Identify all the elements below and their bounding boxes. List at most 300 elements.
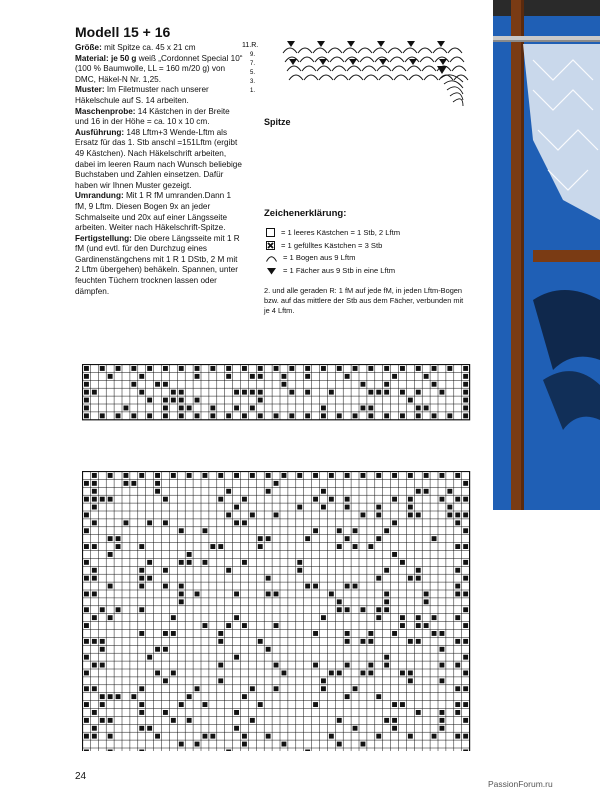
filled-cell (139, 473, 144, 478)
spitze-title: Spitze (264, 117, 291, 127)
arch-icon (266, 254, 277, 262)
filled-cell (432, 615, 437, 620)
filled-cell (416, 489, 421, 494)
filled-cell (242, 560, 247, 565)
filled-cell (440, 631, 445, 636)
filled-cell (408, 513, 413, 518)
filled-cell (282, 382, 287, 387)
filled-cell (179, 560, 184, 565)
filled-cell (116, 366, 121, 371)
arch-mark (364, 75, 378, 80)
filled-cell (463, 481, 468, 486)
filled-cell (463, 639, 468, 644)
filled-cell (455, 473, 460, 478)
legend-item-empty: = 1 leeres Kästchen = 1 Stb, 2 Lftm (266, 228, 400, 237)
filled-cell (124, 406, 129, 411)
filled-cell (376, 615, 381, 620)
fan-mark (437, 66, 447, 74)
filled-cell (139, 607, 144, 612)
filled-cell (305, 536, 310, 541)
filled-cell (242, 520, 247, 525)
filled-cell (463, 390, 468, 395)
filled-cell (337, 671, 342, 676)
arch-mark (453, 99, 463, 106)
filled-cell (92, 505, 97, 510)
filled-cell (408, 576, 413, 581)
filled-cell (108, 750, 113, 752)
filled-cell (400, 702, 405, 707)
row-label: 7. (250, 61, 256, 67)
filled-cell (108, 473, 113, 478)
arch-mark (422, 66, 436, 71)
filled-cell (92, 520, 97, 525)
filled-cell (218, 473, 223, 478)
filled-cell (321, 678, 326, 683)
filled-cell (163, 520, 168, 525)
filled-cell (392, 552, 397, 557)
filled-cell (463, 750, 468, 752)
filled-cell (424, 599, 429, 604)
filled-cell (139, 390, 144, 395)
filled-cell (108, 374, 113, 379)
filled-cell (258, 544, 263, 549)
arch-mark (287, 66, 301, 71)
filled-cell (440, 663, 445, 668)
filled-cell (195, 374, 200, 379)
filled-cell (463, 528, 468, 533)
arch-mark (407, 66, 421, 71)
filled-cell (384, 413, 389, 418)
filled-cell (242, 366, 247, 371)
filled-cell (392, 726, 397, 731)
filet-chart-small (82, 364, 472, 424)
filled-cell (179, 599, 184, 604)
filled-cell (171, 398, 176, 403)
filled-cell (313, 702, 318, 707)
arch-mark (360, 57, 374, 62)
filled-cell (116, 607, 121, 612)
filled-cell (376, 505, 381, 510)
filled-cell (108, 615, 113, 620)
filled-cell (376, 536, 381, 541)
filled-cell (250, 686, 255, 691)
filled-cell (92, 473, 97, 478)
filled-cell (108, 536, 113, 541)
filled-cell (384, 390, 389, 395)
fan-triangle-icon (266, 267, 277, 275)
row-label: 3. (250, 79, 256, 85)
filled-cell (305, 390, 310, 395)
filled-cell (171, 390, 176, 395)
row-label: 1. (250, 88, 256, 94)
filled-cell (139, 544, 144, 549)
filled-cell (108, 552, 113, 557)
arch-mark (332, 66, 346, 71)
filled-cell (305, 584, 310, 589)
fan-mark (409, 59, 417, 65)
filled-cell (313, 631, 318, 636)
legend-item-fan: = 1 Fächer aus 9 Stb in eine Lftm (266, 266, 395, 275)
filled-cell (210, 366, 215, 371)
filled-cell (116, 544, 121, 549)
filled-cell (345, 497, 350, 502)
filled-cell (203, 473, 208, 478)
filled-cell (92, 390, 97, 395)
row-label: 11.R. (242, 42, 259, 49)
filled-cell (116, 413, 121, 418)
filled-cell (455, 513, 460, 518)
filled-cell (84, 639, 89, 644)
filled-cell (84, 750, 89, 752)
filled-cell (455, 520, 460, 525)
filled-cell (163, 631, 168, 636)
instruction-finishing: Fertigstellung: Die obere Längsseite mit 1 R fM (und evtl. für den Durchzug eines Gardinenstängchens mit 1 R 1 DStb, 2 M mit 2 Lftm übergehen) behäkeln. Spannen, unter feuchten Tüchern trocknen lassen oder dämpfen. (75, 233, 240, 296)
filled-cell (305, 374, 310, 379)
arch-mark (300, 57, 314, 62)
filled-cell (337, 528, 342, 533)
filled-cell (455, 592, 460, 597)
filled-cell (108, 497, 113, 502)
filled-cell (147, 398, 152, 403)
filled-cell (345, 694, 350, 699)
filled-cell (258, 398, 263, 403)
filled-cell (179, 366, 184, 371)
arch-mark (373, 48, 387, 53)
filled-cell (195, 592, 200, 597)
filled-cell (179, 398, 184, 403)
filled-cell (447, 489, 452, 494)
filled-cell (163, 710, 168, 715)
filled-cell (147, 413, 152, 418)
arch-mark (403, 48, 417, 53)
filet-chart-main (82, 471, 472, 751)
filled-cell (424, 406, 429, 411)
filled-cell (155, 734, 160, 739)
filled-cell (84, 576, 89, 581)
filled-cell (337, 718, 342, 723)
instruction-pattern: Muster: Im Filetmuster nach unserer Häkelschule auf S. 14 arbeiten. (75, 85, 209, 105)
filled-cell (234, 473, 239, 478)
spitze-chart (241, 38, 471, 108)
instruction-material: Material: je 50 g weiß „Cordonnet Special 10“ (100 % Baumwolle, LL = 160 m/20 g) von DMC, Häkel-N Nr. 1,25. (75, 53, 243, 84)
filled-cell (108, 584, 113, 589)
filled-cell (92, 568, 97, 573)
fan-mark (439, 59, 447, 65)
arch-mark (409, 75, 423, 80)
filled-cell (463, 718, 468, 723)
filled-cell (424, 473, 429, 478)
filled-cell (361, 473, 366, 478)
filled-cell (455, 686, 460, 691)
filled-cell (179, 406, 184, 411)
filled-cell (139, 631, 144, 636)
instruction-size: Größe: mit Spitze ca. 45 x 21 cm (75, 43, 196, 52)
filled-cell (416, 513, 421, 518)
filled-cell (463, 686, 468, 691)
filled-cell (384, 366, 389, 371)
filled-cell (155, 647, 160, 652)
filled-cell (84, 497, 89, 502)
filled-cell (361, 513, 366, 518)
filled-cell (234, 505, 239, 510)
filled-cell (218, 639, 223, 644)
filled-cell (416, 615, 421, 620)
filled-cell (242, 694, 247, 699)
arch-mark (377, 66, 391, 71)
filled-cell (266, 592, 271, 597)
filled-cell (274, 623, 279, 628)
filled-cell (84, 718, 89, 723)
arch-mark (454, 75, 468, 80)
filled-cell (84, 413, 89, 418)
filled-cell (432, 631, 437, 636)
filled-cell (258, 536, 263, 541)
filled-cell (463, 623, 468, 628)
filled-cell (313, 663, 318, 668)
filled-cell (203, 528, 208, 533)
filled-cell (195, 413, 200, 418)
filled-cell (258, 413, 263, 418)
filled-cell (463, 576, 468, 581)
filled-cell (242, 734, 247, 739)
filled-cell (392, 520, 397, 525)
filled-cell (432, 413, 437, 418)
filled-cell (368, 544, 373, 549)
filled-cell (179, 413, 184, 418)
filled-cell (163, 398, 168, 403)
filled-cell (337, 413, 342, 418)
filled-cell (242, 390, 247, 395)
filled-cell (424, 592, 429, 597)
filled-cell (266, 576, 271, 581)
filled-cell (250, 390, 255, 395)
filled-cell (376, 694, 381, 699)
filled-cell (282, 473, 287, 478)
filled-cell (100, 413, 105, 418)
filled-cell (384, 663, 389, 668)
filled-cell (329, 473, 334, 478)
filled-cell (447, 366, 452, 371)
filled-cell (100, 647, 105, 652)
filled-cell (258, 374, 263, 379)
filled-cell (455, 568, 460, 573)
filled-cell (361, 607, 366, 612)
filled-cell (392, 374, 397, 379)
filled-square-icon (266, 241, 275, 250)
filled-cell (384, 568, 389, 573)
filled-cell (258, 702, 263, 707)
arch-mark (289, 75, 303, 80)
filled-cell (84, 655, 89, 660)
filled-cell (84, 382, 89, 387)
filled-cell (84, 686, 89, 691)
filled-cell (139, 750, 144, 752)
filled-cell (345, 663, 350, 668)
filled-cell (139, 710, 144, 715)
filled-cell (155, 671, 160, 676)
arch-mark (388, 48, 402, 53)
filled-cell (203, 560, 208, 565)
filled-cell (463, 560, 468, 565)
filled-cell (218, 631, 223, 636)
filled-cell (171, 671, 176, 676)
filled-cell (92, 592, 97, 597)
filled-cell (361, 742, 366, 747)
filled-cell (368, 390, 373, 395)
fan-mark (319, 59, 327, 65)
filled-cell (84, 481, 89, 486)
filled-cell (368, 631, 373, 636)
filled-cell (463, 734, 468, 739)
filled-cell (392, 497, 397, 502)
filled-cell (92, 663, 97, 668)
filled-cell (337, 544, 342, 549)
filled-cell (163, 678, 168, 683)
filled-cell (463, 374, 468, 379)
filled-cell (179, 528, 184, 533)
filled-cell (384, 592, 389, 597)
filled-cell (155, 489, 160, 494)
filled-cell (297, 505, 302, 510)
filled-cell (408, 639, 413, 644)
fan-mark (289, 59, 297, 65)
filled-cell (440, 718, 445, 723)
filled-cell (226, 366, 231, 371)
row-label: 9. (250, 52, 256, 58)
filled-cell (234, 390, 239, 395)
filled-cell (463, 382, 468, 387)
filled-cell (92, 734, 97, 739)
filled-cell (203, 702, 208, 707)
filled-cell (463, 607, 468, 612)
filled-cell (131, 694, 136, 699)
filled-cell (353, 726, 358, 731)
filled-cell (455, 639, 460, 644)
filled-cell (408, 473, 413, 478)
arch-mark (349, 75, 363, 80)
filled-cell (368, 366, 373, 371)
filled-cell (226, 513, 231, 518)
filled-cell (392, 473, 397, 478)
filled-cell (447, 513, 452, 518)
filled-cell (84, 374, 89, 379)
filled-cell (455, 497, 460, 502)
filled-cell (163, 584, 168, 589)
filled-cell (100, 694, 105, 699)
arch-mark (379, 75, 393, 80)
filled-cell (84, 592, 89, 597)
filled-cell (84, 702, 89, 707)
filled-cell (416, 406, 421, 411)
filled-cell (84, 623, 89, 628)
row-label: 5. (250, 70, 256, 76)
filled-cell (266, 647, 271, 652)
filled-cell (226, 568, 231, 573)
filled-cell (179, 742, 184, 747)
instruction-border: Umrandung: Mit 1 R fM umranden.Dann 1 fM, 9 Lftm. Diesen Bogen 9x an jeder Schmalseite und 20x auf einer Längsseite arbeiten. Weiter nach Häkelschrift-Spitze. (75, 191, 232, 233)
filled-cell (400, 560, 405, 565)
filled-cell (416, 576, 421, 581)
filled-cell (368, 406, 373, 411)
filled-cell (131, 382, 136, 387)
filled-cell (226, 750, 231, 752)
filled-cell (384, 718, 389, 723)
filled-cell (187, 560, 192, 565)
filled-cell (432, 382, 437, 387)
filled-cell (400, 366, 405, 371)
filled-cell (203, 734, 208, 739)
filled-cell (163, 413, 168, 418)
filled-cell (187, 694, 192, 699)
filled-cell (147, 520, 152, 525)
filled-cell (139, 702, 144, 707)
arch-mark (283, 48, 297, 53)
filled-cell (384, 382, 389, 387)
filled-cell (116, 536, 121, 541)
filled-cell (242, 742, 247, 747)
filled-cell (171, 631, 176, 636)
filled-cell (155, 481, 160, 486)
filled-cell (210, 734, 215, 739)
filled-cell (345, 631, 350, 636)
filled-cell (353, 413, 358, 418)
fan-mark (287, 41, 295, 47)
filled-cell (321, 615, 326, 620)
filled-cell (108, 694, 113, 699)
filled-cell (139, 686, 144, 691)
filled-cell (234, 710, 239, 715)
filled-cell (361, 406, 366, 411)
filled-cell (139, 726, 144, 731)
arch-mark (390, 57, 404, 62)
filled-cell (376, 473, 381, 478)
filled-cell (321, 686, 326, 691)
filled-cell (321, 406, 326, 411)
filled-cell (353, 366, 358, 371)
filled-cell (400, 623, 405, 628)
filled-cell (242, 497, 247, 502)
filled-cell (250, 374, 255, 379)
filled-cell (455, 702, 460, 707)
filled-cell (463, 497, 468, 502)
filled-cell (131, 366, 136, 371)
filled-cell (195, 366, 200, 371)
filled-cell (100, 702, 105, 707)
instructions-text (75, 43, 243, 297)
arch-mark (358, 48, 372, 53)
filled-cell (163, 647, 168, 652)
filled-cell (297, 560, 302, 565)
watermark: PassionForum.ru (488, 779, 553, 789)
filled-cell (297, 473, 302, 478)
filled-cell (376, 576, 381, 581)
filled-cell (274, 481, 279, 486)
filled-cell (321, 489, 326, 494)
filled-cell (361, 671, 366, 676)
filled-cell (353, 584, 358, 589)
filled-cell (463, 413, 468, 418)
legend-note: 2. und alle geraden R: 1 fM auf jede fM, in jeden Lftm-Bogen bzw. auf das mittlere der Stb aus dem Fächer, verbunden mit je 4 Lftm. (264, 286, 464, 315)
filled-cell (353, 528, 358, 533)
filled-cell (179, 584, 184, 589)
fan-mark (379, 59, 387, 65)
filled-cell (313, 584, 318, 589)
filled-cell (463, 702, 468, 707)
filled-cell (376, 513, 381, 518)
filled-cell (84, 734, 89, 739)
filled-cell (368, 639, 373, 644)
filled-cell (124, 473, 129, 478)
